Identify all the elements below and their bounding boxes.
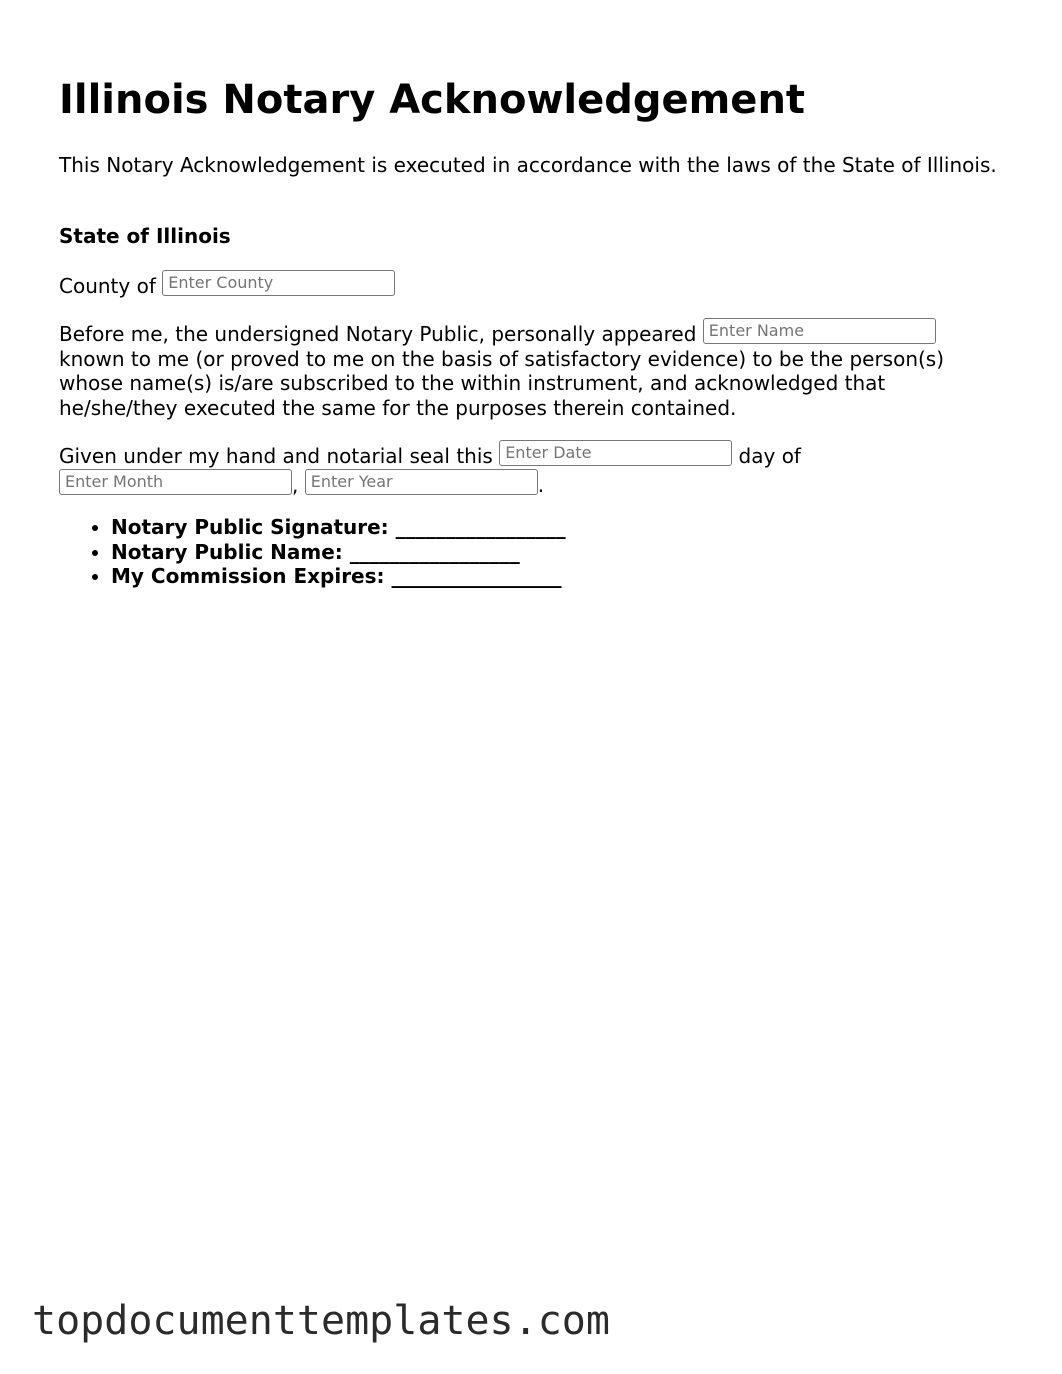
period: .	[537, 472, 545, 497]
name-input[interactable]: Enter Name	[703, 318, 936, 344]
county-line	[59, 270, 999, 299]
appearance-text-end: known to me (or proved to me on the basis of satisfactory evidence) to be the person(s) whose name(s) is/are subscribed to the within instrument, and acknowledged that he/she/they executed the same for the purposes therein contained.	[59, 346, 945, 420]
watermark: topdocumenttemplates.com	[32, 1298, 610, 1344]
signature-line-signature: • Notary Public Signature: _________________	[111, 515, 566, 540]
signature-list	[59, 515, 566, 589]
intro-paragraph: This Notary Acknowledgement is executed in accordance with the laws of the State of Illinois.	[59, 153, 997, 177]
given-text-start: Given under my hand and notarial seal this	[59, 444, 493, 468]
page-title: Illinois Notary Acknowledgement	[59, 77, 806, 123]
month-input[interactable]: Enter Month	[59, 469, 292, 495]
state-heading: State of Illinois	[59, 224, 231, 248]
county-label: County of	[59, 274, 156, 298]
year-input[interactable]: Enter Year	[305, 469, 538, 495]
date-input[interactable]: Enter Date	[499, 440, 732, 466]
appearance-paragraph	[59, 318, 999, 420]
signature-line-commission: • My Commission Expires: _________________	[111, 564, 566, 589]
given-paragraph	[59, 440, 999, 497]
county-input[interactable]: Enter County	[162, 270, 395, 296]
comma-separator: ,	[292, 472, 299, 497]
appearance-text-start: Before me, the undersigned Notary Public, personally appeared	[59, 322, 697, 346]
signature-line-name: • Notary Public Name: _________________	[111, 540, 566, 565]
given-day-of: day of	[738, 444, 801, 468]
